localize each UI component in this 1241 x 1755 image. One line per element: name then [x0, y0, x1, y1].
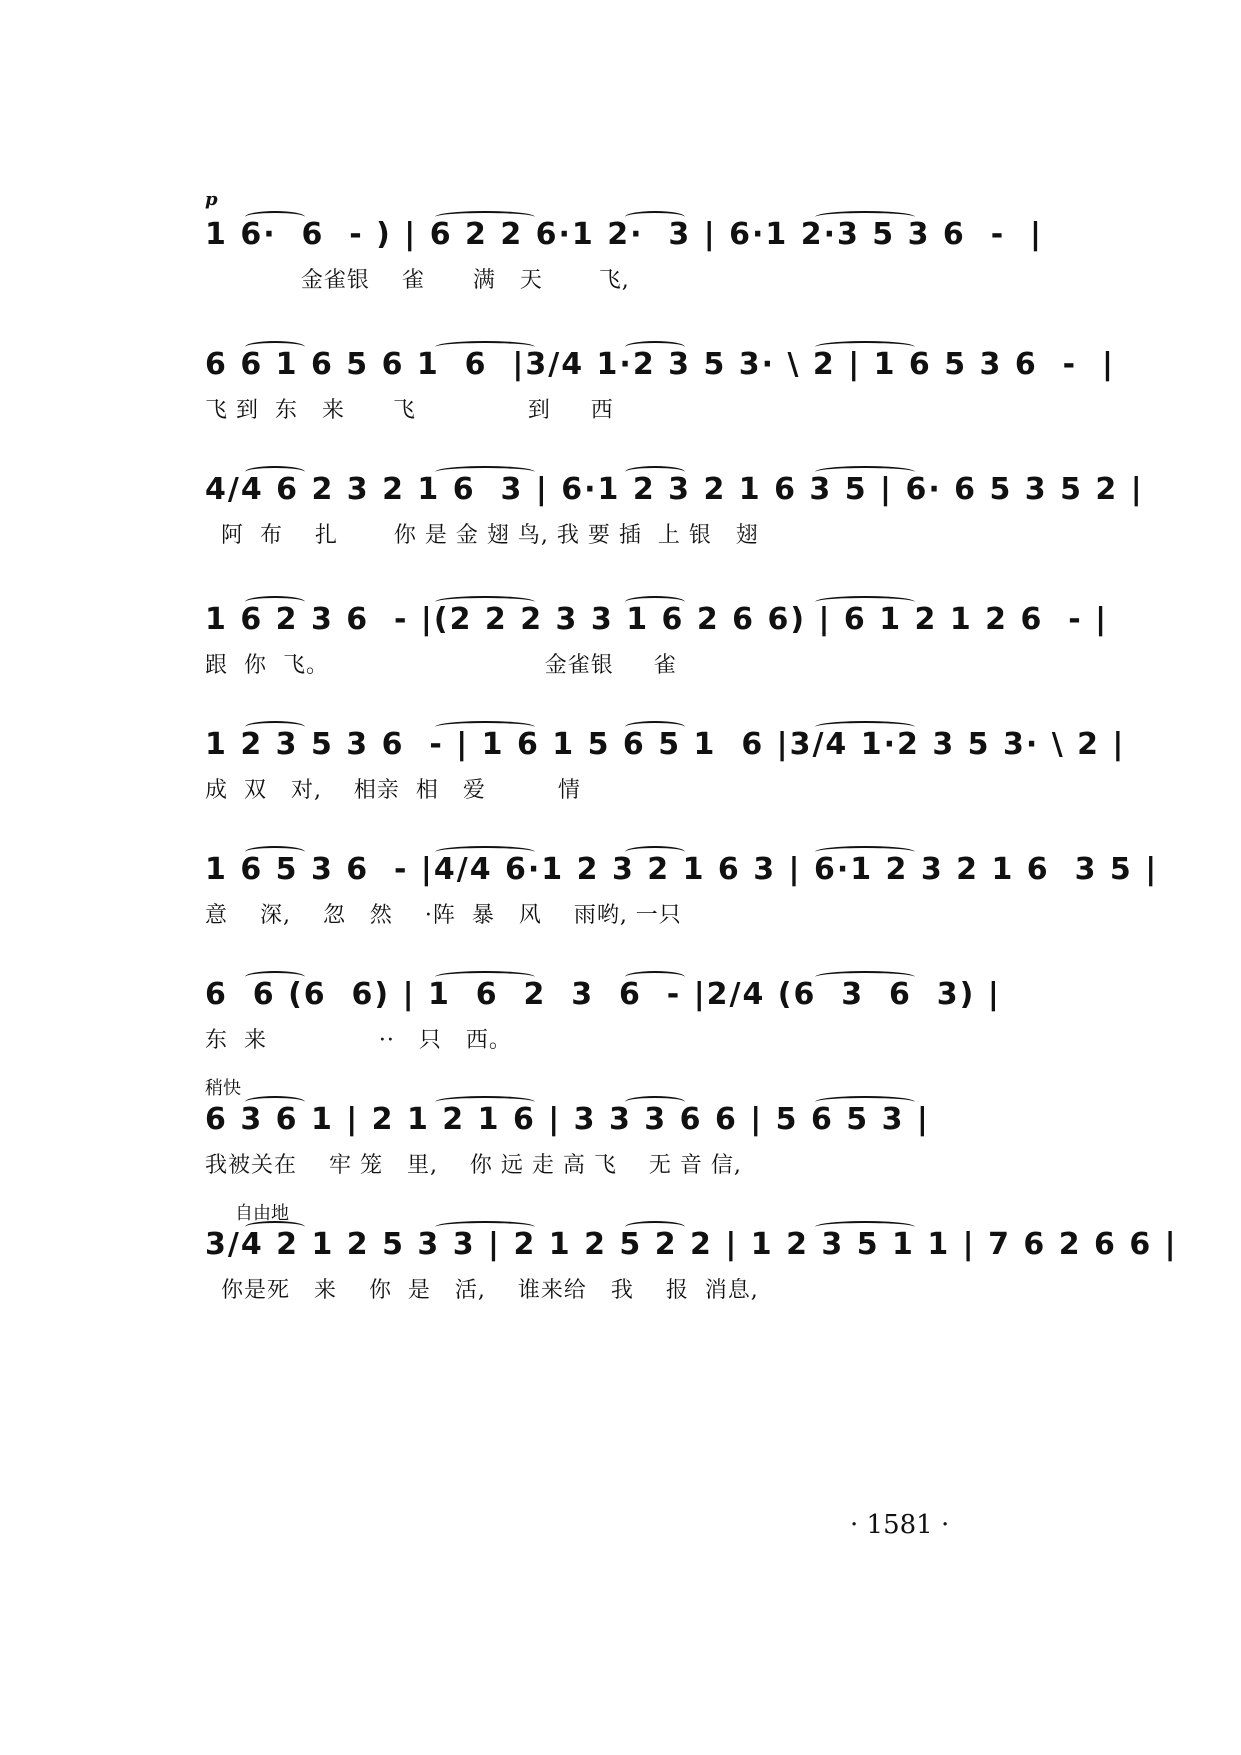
notation-line: 1 6· 6 - ) | 6 2 2 6·1 2· 3 | 6·1 2·3 5 3 6 - | — [205, 217, 1043, 252]
slur-mark — [625, 846, 685, 858]
lyrics-line: 金雀银 雀 满 天 飞, — [205, 268, 630, 293]
score-system — [205, 600, 1109, 678]
slur-mark — [435, 466, 535, 478]
tempo-mark: 稍快 — [205, 1078, 241, 1099]
score-system — [205, 345, 1115, 423]
slur-mark — [245, 466, 305, 478]
slur-mark — [815, 1221, 915, 1233]
score-system — [205, 850, 1159, 928]
slur-mark — [435, 721, 535, 733]
notation-line: 3/4 2 1 2 5 3 3 | 2 1 2 5 2 2 | 1 2 3 5 1 1 | 7 6 2 6 6 | — [205, 1227, 1178, 1262]
lyrics-line: 意 深, 忽 然 ·阵 暴 风 雨哟, 一只 — [205, 903, 682, 928]
score-system — [205, 1078, 1045, 1178]
slur-mark — [625, 721, 685, 733]
notation-line: 1 6 2 3 6 - |(2 2 2 3 3 1 6 2 6 6) | 6 1 2 1 2 6 - | — [205, 602, 1109, 637]
notation-line: 1 6 5 3 6 - |4/4 6·1 2 3 2 1 6 3 | 6·1 2 3 2 1 6 3 5 | — [205, 852, 1159, 887]
lyrics-line: 阿 布 扎 你 是 金 翅 鸟, 我 要 插 上 银 翅 — [205, 523, 759, 548]
notation-line: 4/4 6 2 3 2 1 6 3 | 6·1 2 3 2 1 6 3 5 | 6· 6 5 3 5 2 | — [205, 472, 1144, 507]
lyrics-line: 飞 到 东 来 飞 到 西 — [205, 398, 614, 423]
slur-mark — [625, 1221, 685, 1233]
lyrics-line: 成 双 对, 相亲 相 爱 情 — [205, 778, 581, 803]
tempo-mark: 自由地 — [235, 1203, 289, 1224]
slur-mark — [435, 341, 535, 353]
slur-mark — [625, 1096, 685, 1108]
slur-mark — [625, 466, 685, 478]
slur-mark — [435, 1096, 535, 1108]
slur-mark — [625, 211, 685, 223]
score-system — [205, 189, 1045, 293]
page-number: · 1581 · — [850, 1510, 950, 1540]
slur-mark — [245, 721, 305, 733]
slur-mark — [815, 721, 915, 733]
slur-mark — [435, 846, 535, 858]
score-system — [205, 1203, 1178, 1303]
slur-mark — [435, 211, 535, 223]
slur-mark — [815, 466, 915, 478]
score-system — [205, 470, 1144, 548]
lyrics-line: 你是死 来 你 是 活, 谁来给 我 报 消息, — [205, 1278, 759, 1303]
slur-mark — [245, 971, 305, 983]
lyrics-line: 我被关在 牢 笼 里, 你 远 走 高 飞 无 音 信, — [205, 1153, 742, 1178]
notation-line: 6 6 1 6 5 6 1 6 |3/4 1·2 3 5 3· \ 2 | 1 6 5 3 6 - | — [205, 347, 1115, 382]
slur-mark — [245, 211, 305, 223]
slur-mark — [625, 971, 685, 983]
slur-mark — [625, 341, 685, 353]
slur-mark — [245, 846, 305, 858]
slur-mark — [435, 971, 535, 983]
slur-mark — [435, 1221, 535, 1233]
slur-mark — [245, 341, 305, 353]
score-system — [205, 975, 1045, 1053]
dynamic-mark: p — [205, 189, 218, 210]
slur-mark — [245, 596, 305, 608]
notation-line: 6 3 6 1 | 2 1 2 1 6 | 3 3 3 6 6 | 5 6 5 3 | — [205, 1102, 930, 1137]
slur-mark — [815, 211, 915, 223]
slur-mark — [815, 971, 915, 983]
slur-mark — [245, 1096, 305, 1108]
slur-mark — [245, 1221, 305, 1233]
slur-mark — [815, 846, 915, 858]
slur-mark — [815, 596, 915, 608]
notation-line: 1 2 3 5 3 6 - | 1 6 1 5 6 5 1 6 |3/4 1·2 3 5 3· \ 2 | — [205, 727, 1126, 762]
slur-mark — [625, 596, 685, 608]
lyrics-line: 东 来 ·· 只 西。 — [205, 1028, 512, 1053]
slur-mark — [435, 596, 535, 608]
slur-mark — [815, 1096, 915, 1108]
slur-mark — [815, 341, 915, 353]
notation-line: 6 6 (6 6) | 1 6 2 3 6 - |2/4 (6 3 6 3) | — [205, 977, 1001, 1012]
score-system — [205, 725, 1126, 803]
lyrics-line: 跟 你 飞。 金雀银 雀 — [205, 653, 677, 678]
